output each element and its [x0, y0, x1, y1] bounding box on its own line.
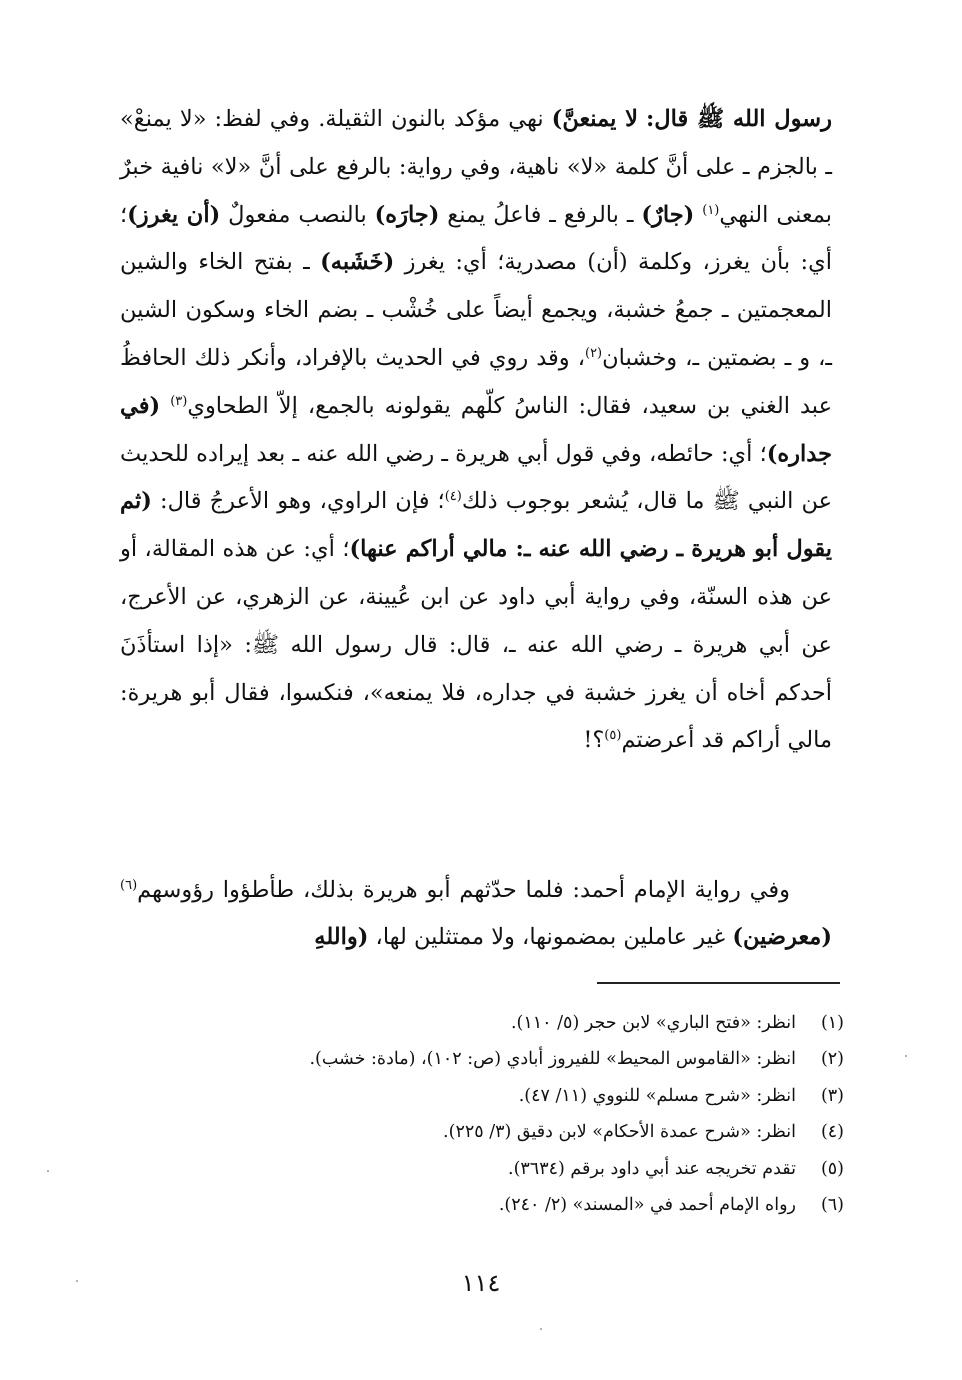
- footnote-number: (٢): [820, 1049, 844, 1070]
- footnote-item: [120, 1041, 844, 1077]
- text-span: ـ بالرفع ـ فاعلُ يمنع: [439, 201, 642, 228]
- text-span: ؛ أي: بأن يغرز، وكلمة (أن) مصدرية؛ أي: يغرز: [120, 201, 833, 276]
- footnote-item: [120, 1005, 844, 1041]
- footnote-number: (٤): [820, 1122, 844, 1143]
- text-span: (جارٌ): [641, 201, 695, 228]
- main-paragraph-1: [120, 96, 832, 765]
- text-span: وفي رواية الإمام أحمد: فلما حدّثهم أبو هريرة بذلك، طأطؤوا رؤوسهم: [137, 877, 790, 903]
- footnote-item: [120, 1114, 844, 1150]
- footnote-text: رواه الإمام أحمد في «المسند» (٢/ ٢٤٠).: [498, 1194, 796, 1215]
- footnote-text: انظر: «القاموس المحيط» للفيروز أبادي (ص: ١٠٢)، (مادة: خشب).: [309, 1049, 796, 1070]
- footnote-text: انظر: «فتح الباري» لابن حجر (٥/ ١١٠).: [510, 1013, 796, 1033]
- footnote-ref: (٥): [604, 728, 622, 744]
- text-span: بالنصب مفعولٌ: [220, 201, 375, 228]
- text-span: غير عاملين بمضمونها، ولا ممتثلين لها،: [368, 924, 733, 950]
- text-span: (في جداره): [120, 392, 832, 467]
- scan-speck: [540, 1328, 542, 1330]
- text-span: لا يمنعنَّ): [551, 106, 638, 132]
- footnote-text: انظر: «شرح مسلم» للنووي (١١/ ٤٧).: [518, 1085, 796, 1106]
- footnote-number: (١): [820, 1013, 844, 1033]
- scan-speck: [47, 1170, 49, 1172]
- text-span: ، وقد روي في الحديث بالإفراد، وأنكر ذلك الحافظُ عبد الغني بن سعيد، فقال: الناسُ كلّهم يقولونه بالجمع، إلاّ الطحاوي: [120, 344, 832, 419]
- text-span: ؛ أي: حائطه، وفي قول أبي هريرة ـ رضي الله عنه ـ بعد إيراده للحديث عن النبي ﷺ ما قال، يُشعر بوجوب ذلك: [120, 440, 832, 515]
- text-span: ؟!: [583, 727, 605, 754]
- text-span: (معرضين): [732, 924, 832, 950]
- footnote-item: [120, 1187, 844, 1223]
- text-span: [638, 106, 646, 132]
- page-number: ١١٤: [461, 1269, 501, 1297]
- footnote-ref: (٦): [120, 878, 138, 893]
- text-span: (جارَه): [374, 201, 440, 228]
- text-span: نهي مؤكد بالنون الثقيلة. وفي لفظ: «لا يمنعْ» ـ بالجزم ـ على أنَّ كلمة «لا» ناهية، وفي رواية: بالرفع على أنَّ «لا» نافية خبرٌ بمعنى النهي: [120, 106, 832, 228]
- footnote-ref: (٢): [584, 345, 603, 361]
- footnote-number: (٦): [820, 1194, 844, 1215]
- text-span: رسول الله ﷺ قال:: [646, 106, 832, 132]
- footnote-ref: (١): [702, 202, 720, 218]
- footnote-ref: (٣): [170, 393, 188, 409]
- footnote-ref: (٤): [444, 489, 462, 505]
- footnote-text: تقدم تخريجه عند أبي داود برقم (٣٦٣٤).: [508, 1158, 796, 1179]
- footnote-number: (٣): [820, 1085, 844, 1106]
- scan-speck: [905, 1055, 907, 1057]
- text-span: (خَشَبه): [320, 249, 395, 276]
- text-span: ـ بفتح الخاء والشين المعجمتين ـ جمعُ خشبة، ويجمع أيضاً على خُشْب ـ بضم الخاء وسكون الشين ـ، و ـ بضمتين ـ، وخشبان: [120, 249, 832, 371]
- footnote-item: [120, 1078, 844, 1114]
- text-span: ؛ أي: عن هذه المقالة، أو عن هذه السنّة، وفي رواية أبي داود عن ابن عُيينة، عن الزهري، عن الأعرج، عن أبي هريرة ـ رضي الله عنه ـ، قال: قال رسول الله ﷺ: «إذا استأذَنَ أحدكم أخاه أن يغرز خشبة في جداره، فلا يمنعه»، فنكسوا، فقال أبو هريرة: مالي أراكم قد أعرضتم: [120, 536, 832, 754]
- footnote-text: انظر: «شرح عمدة الأحكام» لابن دقيق (٣/ ٢٢٥).: [443, 1122, 796, 1143]
- text-span: [160, 393, 170, 419]
- footnote-separator: [597, 982, 840, 984]
- footnotes-list: [120, 1005, 844, 1223]
- text-span: ؛ فإن الراوي، وهو الأعرجُ قال:: [151, 488, 445, 515]
- footnote-number: (٥): [820, 1158, 844, 1179]
- main-paragraph-2: [120, 867, 832, 961]
- text-span: (ثم يقول أبو هريرة ـ رضي الله عنه ـ: مالي أراكم عنها): [120, 488, 832, 563]
- scan-speck: [76, 1280, 78, 1282]
- text-span: (واللهِ: [314, 924, 369, 950]
- footnote-item: [120, 1151, 844, 1187]
- text-span: (أن يغرز): [127, 201, 221, 228]
